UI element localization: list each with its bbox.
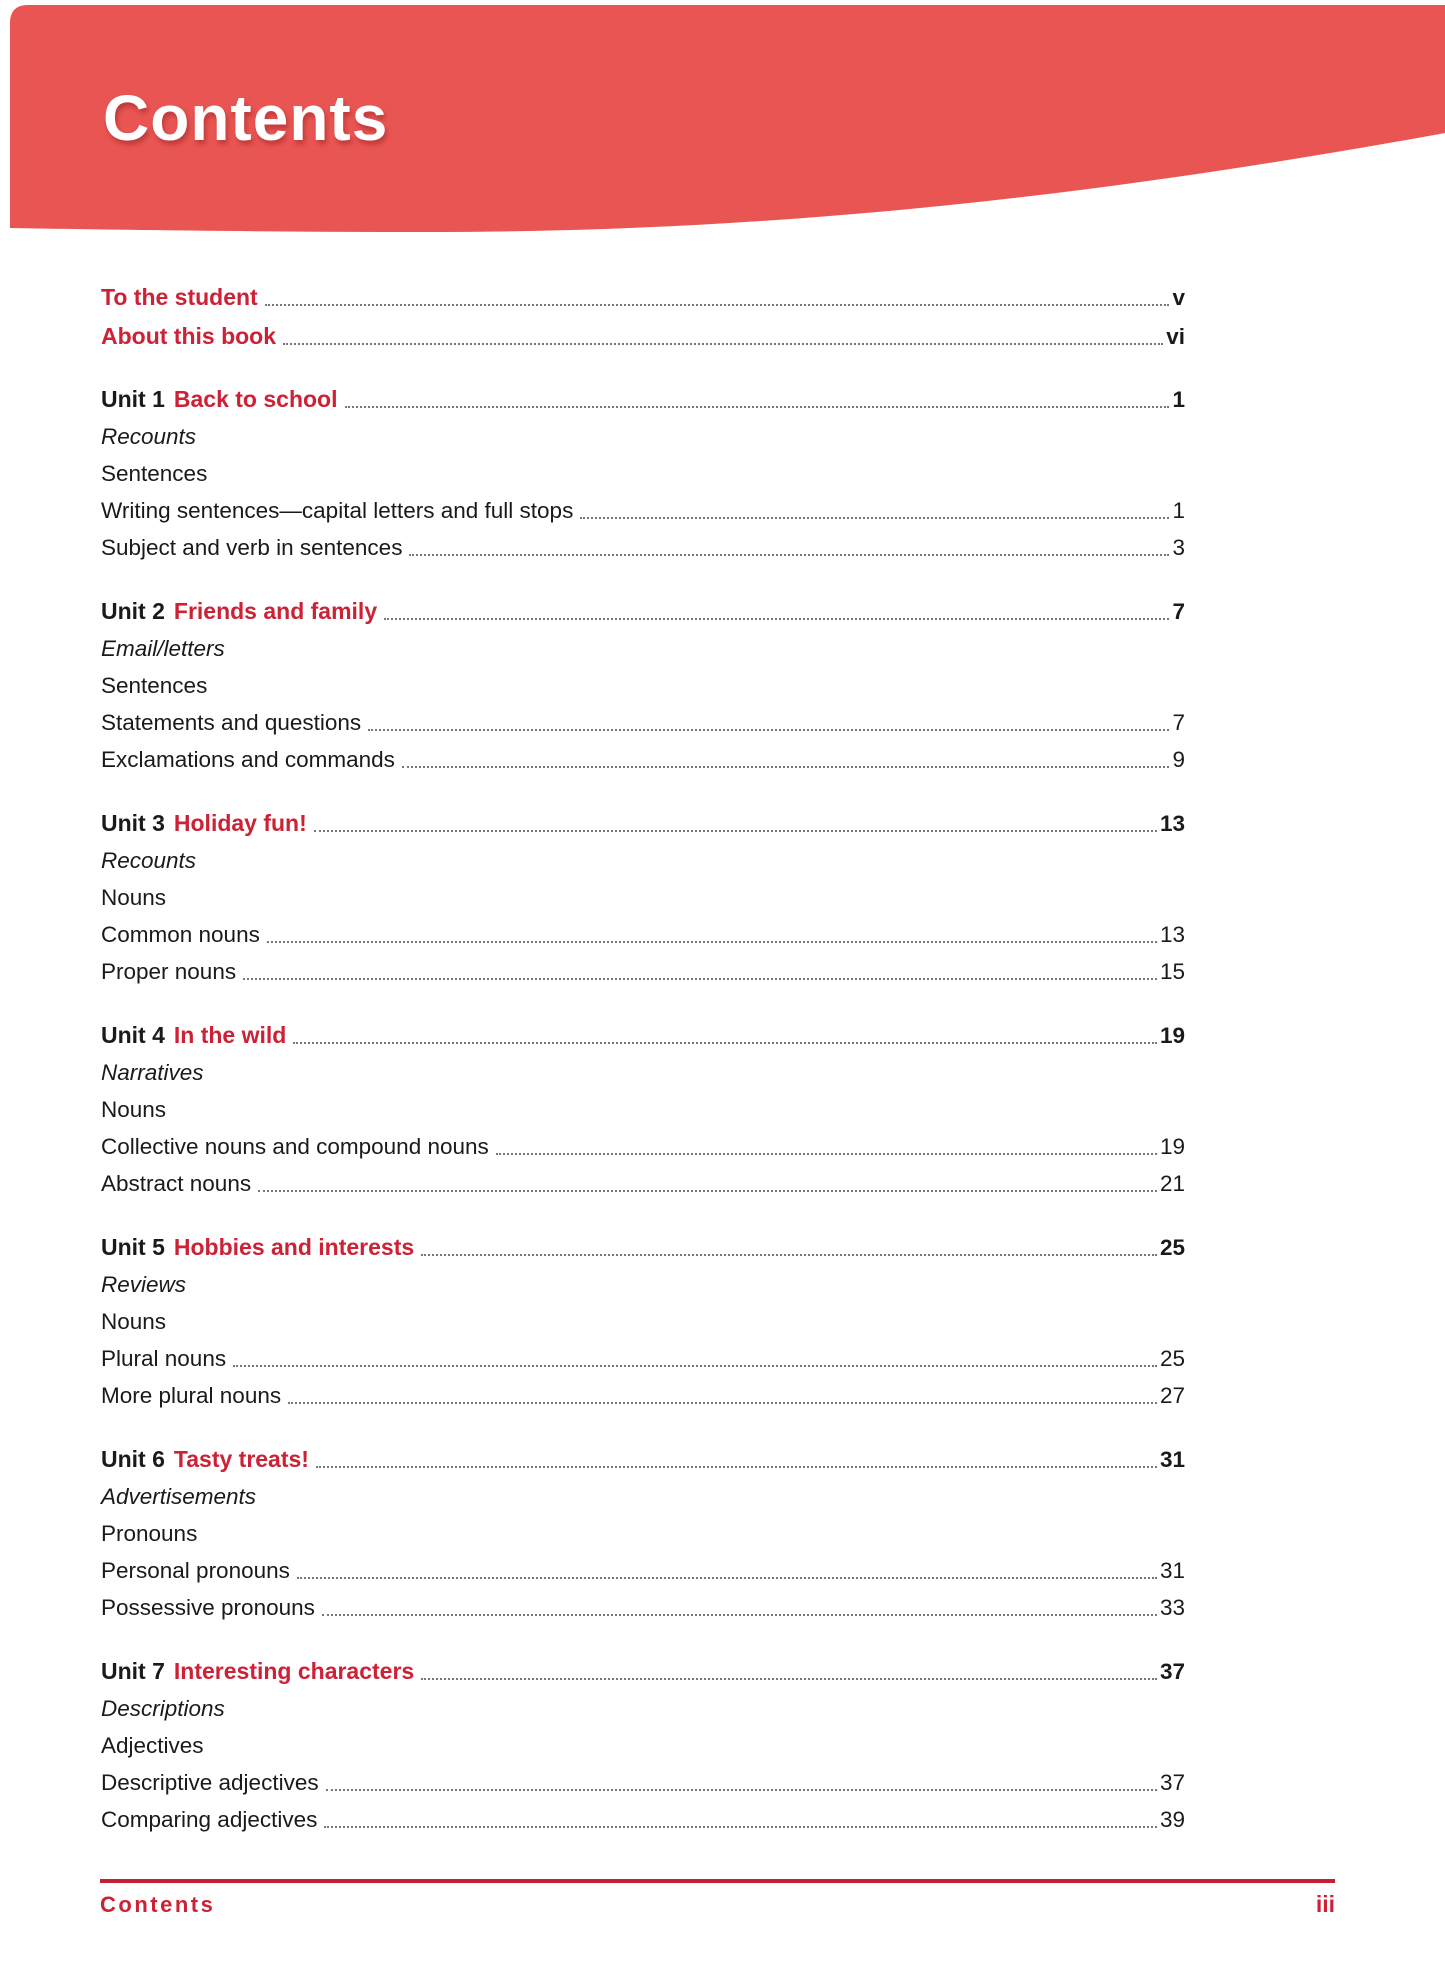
toc-entry-label: Comparing adjectives bbox=[101, 1807, 318, 1832]
toc-unit-heading bbox=[101, 1017, 1185, 1054]
toc-unit-block bbox=[101, 1229, 1185, 1414]
unit-genre: Recounts bbox=[101, 848, 197, 873]
footer-rule bbox=[100, 1879, 1335, 1883]
dotted-leader bbox=[322, 1614, 1157, 1616]
unit-topic: Sentences bbox=[101, 461, 208, 486]
unit-genre: Narratives bbox=[101, 1060, 204, 1085]
header-banner bbox=[10, 5, 1445, 238]
toc-entry-label: More plural nouns bbox=[101, 1383, 282, 1408]
toc-row bbox=[101, 1801, 1185, 1838]
toc-unit-heading bbox=[101, 381, 1185, 418]
toc-unit-heading bbox=[101, 593, 1185, 630]
toc-row bbox=[101, 529, 1185, 566]
dotted-leader bbox=[421, 1254, 1157, 1256]
unit-topic: Nouns bbox=[101, 885, 167, 910]
dotted-leader bbox=[293, 1042, 1157, 1044]
toc-unit-block bbox=[101, 1653, 1185, 1838]
unit-topic: Sentences bbox=[101, 673, 208, 698]
unit-number-label: Unit 7 bbox=[101, 1658, 165, 1684]
dotted-leader bbox=[265, 304, 1170, 306]
toc-unit-heading bbox=[101, 805, 1185, 842]
page-title: Contents bbox=[103, 82, 389, 154]
toc-page-number: 7 bbox=[1172, 599, 1185, 624]
toc-page-number: 37 bbox=[1159, 1659, 1185, 1684]
toc-page-number: vi bbox=[1166, 324, 1185, 349]
unit-title-label: Friends and family bbox=[173, 598, 378, 624]
toc-row bbox=[101, 1340, 1185, 1377]
toc-row bbox=[101, 1165, 1185, 1202]
dotted-leader bbox=[243, 978, 1157, 980]
unit-genre: Advertisements bbox=[101, 1484, 257, 1509]
footer-section-label: Contents bbox=[100, 1892, 216, 1917]
toc-row-front-matter bbox=[101, 278, 1185, 317]
toc-entry-label: Writing sentences—capital letters and full stops bbox=[101, 498, 574, 523]
toc-row bbox=[101, 953, 1185, 990]
dotted-leader bbox=[283, 343, 1163, 345]
dotted-leader bbox=[233, 1365, 1157, 1367]
unit-topic: Nouns bbox=[101, 1097, 167, 1122]
dotted-leader bbox=[409, 554, 1169, 556]
toc-page-number: 19 bbox=[1159, 1134, 1185, 1159]
dotted-leader bbox=[421, 1678, 1157, 1680]
toc-entry-label: Exclamations and commands bbox=[101, 747, 395, 772]
toc-entry-label: Possessive pronouns bbox=[101, 1595, 315, 1620]
dotted-leader bbox=[496, 1153, 1157, 1155]
unit-topic: Adjectives bbox=[101, 1733, 204, 1758]
toc-row bbox=[101, 1128, 1185, 1165]
toc-page-number: 31 bbox=[1159, 1447, 1185, 1472]
unit-title-label: Tasty treats! bbox=[173, 1446, 309, 1472]
toc-page-number: 21 bbox=[1159, 1171, 1185, 1196]
toc-page-number: v bbox=[1172, 285, 1185, 310]
toc-row bbox=[101, 1377, 1185, 1414]
toc-page-number: 1 bbox=[1172, 498, 1185, 523]
toc-row bbox=[101, 916, 1185, 953]
toc-page-number: 33 bbox=[1159, 1595, 1185, 1620]
unit-topic: Nouns bbox=[101, 1309, 167, 1334]
toc-row bbox=[101, 1764, 1185, 1801]
dotted-leader bbox=[314, 830, 1157, 832]
dotted-leader bbox=[326, 1789, 1157, 1791]
toc-row-front-matter bbox=[101, 317, 1185, 356]
toc-page-number: 15 bbox=[1159, 959, 1185, 984]
dotted-leader bbox=[316, 1466, 1157, 1468]
toc-entry-label: Personal pronouns bbox=[101, 1558, 290, 1583]
table-of-contents bbox=[101, 278, 1185, 1838]
dotted-leader bbox=[288, 1402, 1157, 1404]
toc-page-number: 37 bbox=[1159, 1770, 1185, 1795]
dotted-leader bbox=[324, 1826, 1157, 1828]
dotted-leader bbox=[297, 1577, 1157, 1579]
footer bbox=[100, 1891, 1335, 1918]
toc-page-number: 13 bbox=[1159, 811, 1185, 836]
toc-row bbox=[101, 1589, 1185, 1626]
unit-number-label: Unit 1 bbox=[101, 386, 165, 412]
unit-title-label: In the wild bbox=[173, 1022, 287, 1048]
toc-entry-label: Subject and verb in sentences bbox=[101, 535, 403, 560]
dotted-leader bbox=[384, 618, 1169, 620]
toc-entry-label: Common nouns bbox=[101, 922, 260, 947]
unit-number-label: Unit 3 bbox=[101, 810, 165, 836]
dotted-leader bbox=[258, 1190, 1157, 1192]
toc-entry-label: Collective nouns and compound nouns bbox=[101, 1134, 489, 1159]
toc-unit-block bbox=[101, 593, 1185, 778]
toc-unit-heading bbox=[101, 1229, 1185, 1266]
dotted-leader bbox=[402, 766, 1170, 768]
unit-number-label: Unit 4 bbox=[101, 1022, 165, 1048]
unit-title-label: Holiday fun! bbox=[173, 810, 307, 836]
unit-genre: Descriptions bbox=[101, 1696, 225, 1721]
toc-unit-block bbox=[101, 381, 1185, 566]
dotted-leader bbox=[345, 406, 1170, 408]
toc-row bbox=[101, 1552, 1185, 1589]
unit-topic: Pronouns bbox=[101, 1521, 198, 1546]
toc-page-number: 19 bbox=[1159, 1023, 1185, 1048]
unit-number-label: Unit 5 bbox=[101, 1234, 165, 1260]
unit-number-label: Unit 2 bbox=[101, 598, 165, 624]
footer-page-number: iii bbox=[1315, 1891, 1335, 1917]
toc-row bbox=[101, 492, 1185, 529]
toc-entry-label: About this book bbox=[101, 323, 277, 349]
toc-page-number: 25 bbox=[1159, 1346, 1185, 1371]
unit-title-label: Hobbies and interests bbox=[173, 1234, 415, 1260]
toc-page-number: 39 bbox=[1159, 1807, 1185, 1832]
dotted-leader bbox=[267, 941, 1157, 943]
toc-unit-block bbox=[101, 1017, 1185, 1202]
toc-entry-label: Abstract nouns bbox=[101, 1171, 252, 1196]
unit-genre: Email/letters bbox=[101, 636, 225, 661]
toc-page-number: 13 bbox=[1159, 922, 1185, 947]
toc-entry-label: Descriptive adjectives bbox=[101, 1770, 319, 1795]
toc-unit-block bbox=[101, 805, 1185, 990]
toc-unit-heading bbox=[101, 1653, 1185, 1690]
toc-page-number: 31 bbox=[1159, 1558, 1185, 1583]
toc-page-number: 27 bbox=[1159, 1383, 1185, 1408]
dotted-leader bbox=[580, 517, 1169, 519]
toc-page-number: 1 bbox=[1172, 387, 1185, 412]
toc-row bbox=[101, 704, 1185, 741]
unit-genre: Reviews bbox=[101, 1272, 187, 1297]
toc-page-number: 9 bbox=[1172, 747, 1185, 772]
toc-row bbox=[101, 741, 1185, 778]
unit-number-label: Unit 6 bbox=[101, 1446, 165, 1472]
toc-entry-label: To the student bbox=[101, 284, 258, 310]
unit-title-label: Back to school bbox=[173, 386, 338, 412]
unit-title-label: Interesting characters bbox=[173, 1658, 415, 1684]
toc-entry-label: Proper nouns bbox=[101, 959, 237, 984]
toc-page-number: 25 bbox=[1159, 1235, 1185, 1260]
toc-entry-label: Plural nouns bbox=[101, 1346, 227, 1371]
toc-unit-heading bbox=[101, 1441, 1185, 1478]
unit-genre: Recounts bbox=[101, 424, 197, 449]
toc-entry-label: Statements and questions bbox=[101, 710, 362, 735]
toc-unit-block bbox=[101, 1441, 1185, 1626]
toc-page-number: 7 bbox=[1172, 710, 1185, 735]
toc-page-number: 3 bbox=[1172, 535, 1185, 560]
dotted-leader bbox=[368, 729, 1169, 731]
